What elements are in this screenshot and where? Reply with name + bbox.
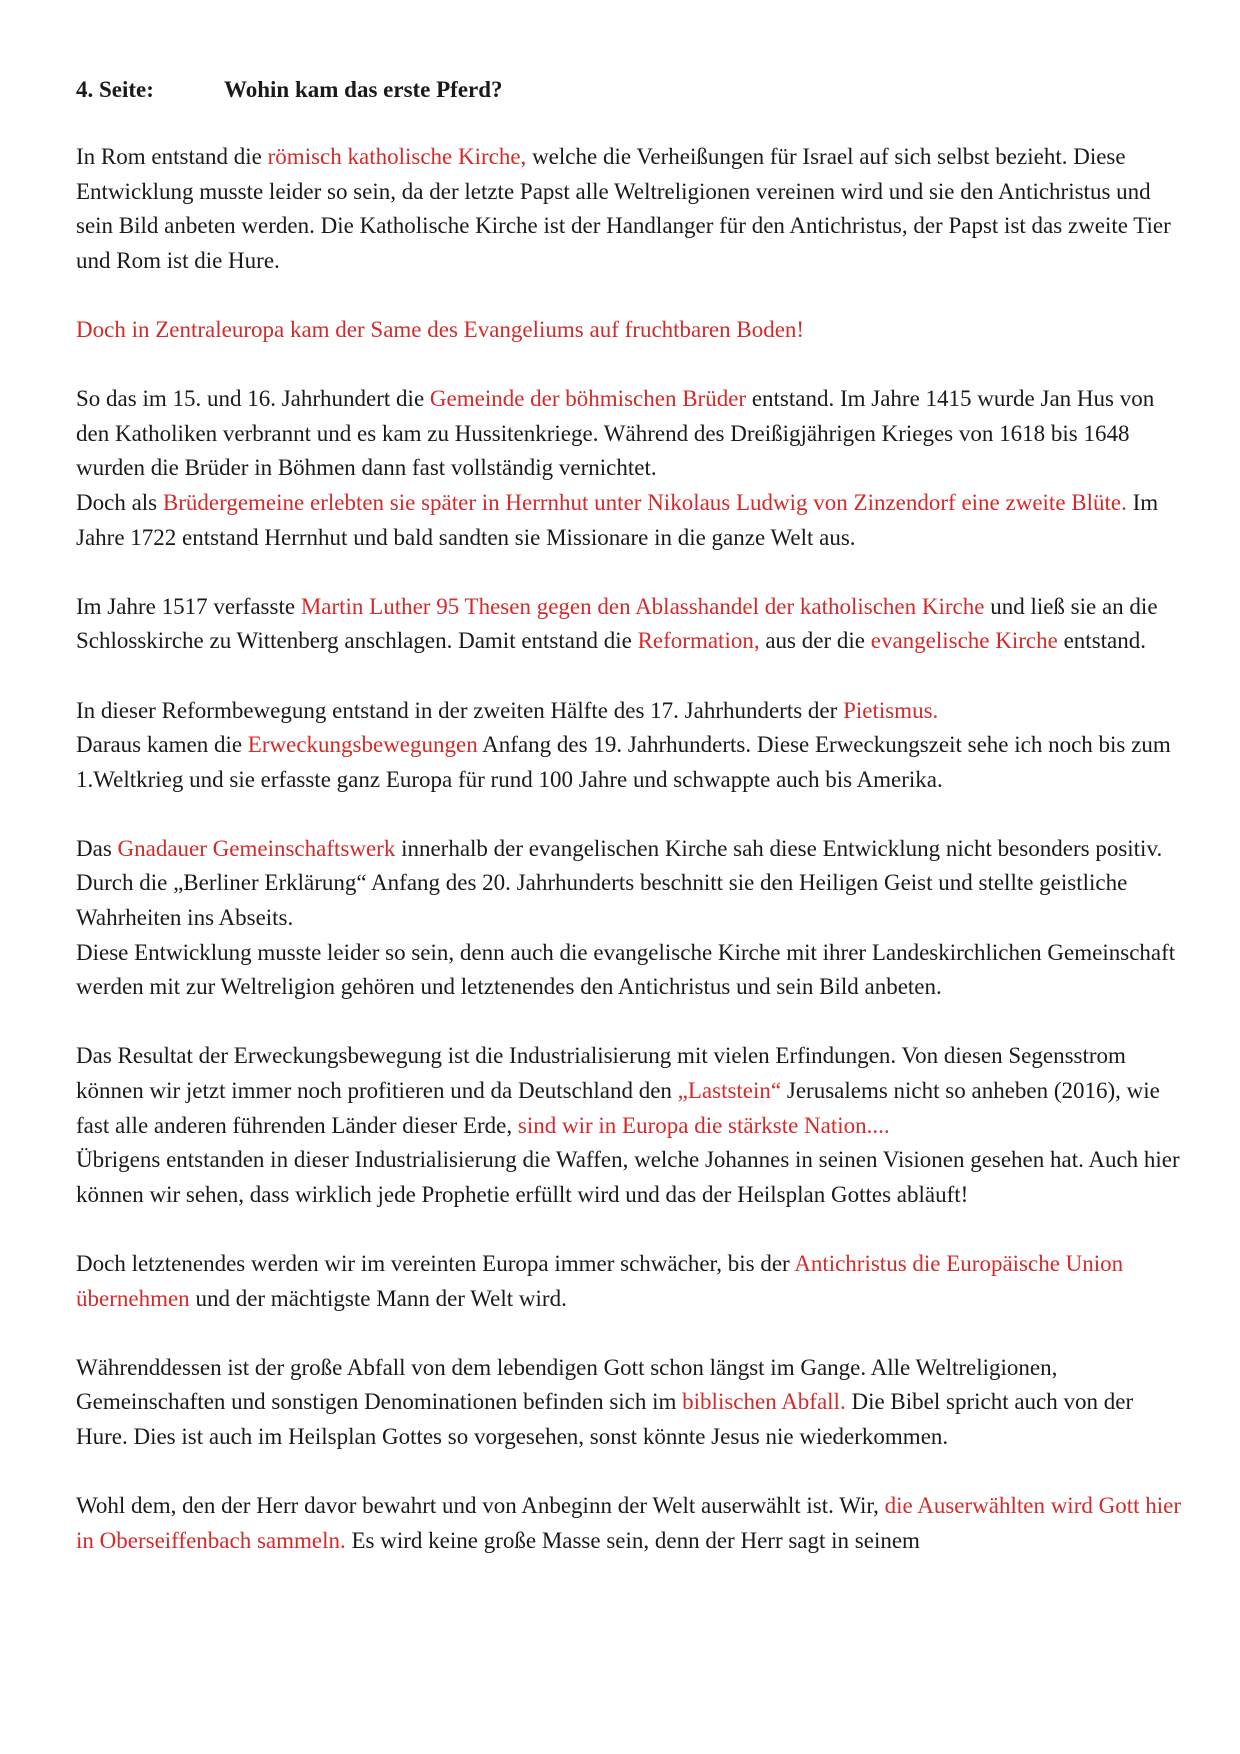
text-span: aus der die xyxy=(759,628,871,654)
paragraph xyxy=(76,1489,1186,1558)
highlighted-text: die Auserwählten wird Gott hier in Oberseiffenbach sammeln. xyxy=(76,1493,1181,1553)
heading-label: 4. Seite: xyxy=(76,77,154,102)
paragraph xyxy=(76,832,1186,936)
text-span: Diese Entwicklung musste leider so sein, denn auch die evangelische Kirche mit ihrer Landeskirchlichen Gemeinschaft werden mit zur Weltreligion gehören und letztenendes den Antichristus und sein Bild anbeten. xyxy=(76,939,1176,1000)
paragraph xyxy=(76,590,1186,659)
highlighted-text: Gnadauer Gemeinschaftswerk xyxy=(117,835,396,861)
body-text xyxy=(76,140,1186,1558)
text-span: In dieser Reformbewegung entstand in der zweiten Hälfte des 17. Jahrhunderts der xyxy=(76,697,844,723)
paragraph xyxy=(76,1039,1186,1143)
text-span: Daraus kamen die xyxy=(76,732,248,758)
highlighted-text: römisch katholische Kirche, xyxy=(267,144,527,169)
paragraph xyxy=(76,1143,1186,1212)
text-span: Im Jahre 1517 verfasste xyxy=(76,593,301,619)
text-span: Übrigens entstanden in dieser Industrialisierung die Waffen, welche Johannes in seinen Visionen gesehen hat. Auch hier können wir sehen, dass wirklich jede Prophetie erfüllt wird und das der Heilsplan Gottes abläuft! xyxy=(76,1147,1180,1207)
text-span: Es wird keine große Masse sein, denn der Herr sagt in seinem xyxy=(345,1527,920,1553)
heading-title: Wohin kam das erste Pferd? xyxy=(224,77,503,102)
text-span: Das xyxy=(76,835,118,861)
paragraph xyxy=(76,382,1186,486)
highlighted-text: Erweckungsbewegungen xyxy=(247,732,478,758)
paragraph xyxy=(76,728,1186,797)
text-span: Doch als xyxy=(76,489,163,515)
paragraph xyxy=(76,486,1186,555)
text-span: In Rom entstand die xyxy=(76,144,268,169)
paragraph xyxy=(76,694,1186,729)
text-span: entstand. Im Jahre 1415 wurde Jan Hus von den Katholiken verbrannt und es kam zu Hussitenkriege. Während des Dreißigjährigen Krieges von 1618 bis 1648 wurden die Brüder in Böhmen dann fast vollständig vernichtet. xyxy=(76,386,1155,481)
highlighted-text: Brüdergemeine erlebten sie später in Herrnhut unter Nikolaus Ludwig von Zinzendorf eine zweite Blüte. xyxy=(162,489,1127,515)
text-span: Das Resultat der Erweckungsbewegung ist die Industrialisierung mit vielen Erfindungen. Von diesen Segensstrom können wir jetzt immer noch profitieren und da Deutschland den xyxy=(76,1043,1126,1104)
text-span: So das im 15. und 16. Jahrhundert die xyxy=(76,386,430,412)
highlighted-text: Gemeinde der böhmischen Brüder xyxy=(429,386,747,412)
page-heading xyxy=(76,73,503,108)
text-span: innerhalb der evangelischen Kirche sah diese Entwicklung nicht besonders positiv. Durch die „Berliner Erklärung“ Anfang des 20. Jahrhunderts beschnitt sie den Heiligen Geist und stellte geistliche Wahrheiten ins Abseits. xyxy=(76,835,1163,931)
text-span: entstand. xyxy=(1057,628,1146,654)
text-span: Jerusalems nicht so anheben (2016), wie fast alle anderen führenden Länder dieser Erde, xyxy=(76,1078,1160,1138)
highlighted-text: Martin Luther 95 Thesen gegen den Ablasshandel der katholischen Kirche xyxy=(300,593,985,619)
highlighted-text: sind wir in Europa die stärkste Nation.... xyxy=(517,1112,890,1138)
highlighted-text: evangelische Kirche xyxy=(870,628,1058,654)
highlighted-text: biblischen Abfall. xyxy=(682,1389,846,1415)
paragraph xyxy=(76,1247,1186,1316)
text-span: und der mächtigste Mann der Welt wird. xyxy=(189,1285,567,1311)
text-span: Währenddessen ist der große Abfall von dem lebendigen Gott schon längst im Gange. Alle Weltreligionen, Gemeinschaften und sonstigen Denominationen befinden sich im xyxy=(76,1354,1058,1415)
text-span: Anfang des 19. Jahrhunderts. Diese Erweckungszeit sehe ich noch bis zum 1.Weltkrieg und sie erfasste ganz Europa für rund 100 Jahre und schwappte auch bis Amerika. xyxy=(76,732,1171,792)
text-span: welche die Verheißungen für Israel auf sich selbst bezieht. Diese Entwicklung musste leider so sein, da der letzte Papst alle Weltreligionen vereinen wird und sie den Antichristus und sein Bild anbeten werden. Die Katholische Kirche ist der Handlanger für den Antichristus, der Papst ist das zweite Tier und Rom ist die Hure. xyxy=(76,144,1171,273)
highlighted-text: Antichristus die Europäische Union übernehmen xyxy=(76,1251,1124,1311)
paragraph xyxy=(76,313,1186,348)
highlighted-text: Pietismus. xyxy=(843,697,939,723)
text-span: Wohl dem, den der Herr davor bewahrt und von Anbeginn der Welt auserwählt ist. Wir, xyxy=(76,1493,885,1519)
highlighted-text: Doch in Zentraleuropa kam der Same des Evangeliums auf fruchtbaren Boden! xyxy=(76,316,805,342)
paragraph xyxy=(76,140,1186,278)
highlighted-text: „Laststein“ xyxy=(677,1078,782,1104)
text-span: und ließ sie an die Schlosskirche zu Wittenberg anschlagen. Damit entstand die xyxy=(76,593,1158,654)
paragraph xyxy=(76,1351,1186,1455)
highlighted-text: Reformation, xyxy=(637,628,760,654)
text-span: Die Bibel spricht auch von der Hure. Dies ist auch im Heilsplan Gottes so vorgesehen, sonst könnte Jesus nie wiederkommen. xyxy=(76,1389,1134,1449)
text-span: Doch letztenendes werden wir im vereinten Europa immer schwächer, bis der xyxy=(76,1251,795,1276)
text-span: Im Jahre 1722 entstand Herrnhut und bald sandten sie Missionare in die ganze Welt aus. xyxy=(76,489,1159,550)
paragraph xyxy=(76,936,1186,1005)
